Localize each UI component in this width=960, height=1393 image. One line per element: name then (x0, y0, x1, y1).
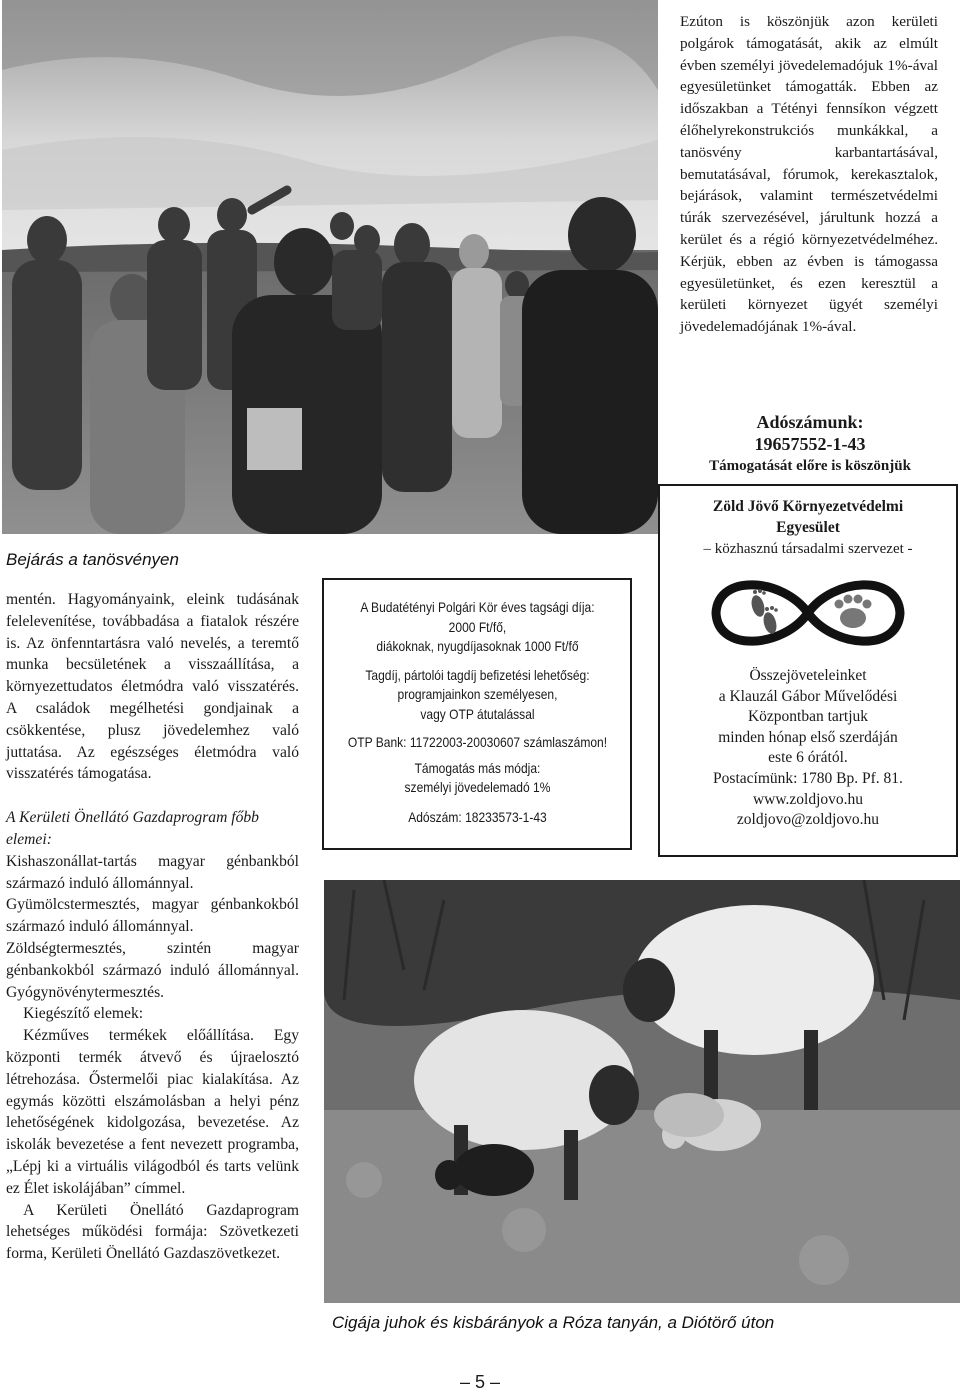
email-link[interactable]: zoldjovo@zoldjovo.hu (736, 811, 880, 829)
walk-photo-illustration (2, 0, 658, 534)
walk-photo-caption: Bejárás a tanösvényen (6, 550, 179, 569)
extra-elements-heading: Kiegészítő elemek: (23, 1005, 144, 1023)
tax-number: 19657552-1-43 (754, 434, 866, 454)
postal-address: Postacímünk: 1780 Bp. Pf. 81. (713, 769, 903, 787)
sheep-photo (324, 880, 960, 1303)
extra-elements-paragraph: Kézműves termékek előállítása. Egy központi termék átvevő és újraelosztó létrehozása. Őstermelői piac kialakítása. Az egymás közötti elszámolásban a helyi pénz lehetőségének kidolgozása, bevezetése. Az iskolák bevezetése a fent nevezett programba, „Lépj ki a virtuális világodból és tarts velünk ez Élet iskolájában” címmel. (6, 1027, 299, 1197)
bank-account: OTP Bank: 11722003-20030607 számlaszámon! (347, 734, 607, 750)
program-heading: A Kerületi Önellátó Gazdaprogram főbb elemei: (6, 809, 259, 848)
meeting-info-3: Központban tartjuk (747, 708, 869, 726)
meeting-info-5: este 6 órától. (768, 749, 848, 767)
footprints-icon (749, 589, 778, 635)
intro-paragraph: mentén. Hagyományaink, eleink tudásának felelevenítése, továbbadása a fiatalok részére is. Az önfenntartásra való nevelés, a teremtő munka becsületének a visszaállítása, a környezettudatos életmódra való visszatérés. A családok megélhetési gondjainak a csökkentése, plusz jövedelemhez való juttatása. Az egészséges életmódra való visszatérés támogatása. (6, 591, 299, 783)
operation-form-paragraph: A Kerületi Önellátó Gazdaprogram lehetséges működési formája: Szövetkezeti forma, Kerületi Önellátó Gazdaszövetkezet. (6, 1201, 299, 1263)
website-link[interactable]: www.zoldjovo.hu (752, 790, 864, 808)
other-support-tax: személyi jövedelemadó 1% (404, 779, 550, 795)
org-type: – közhasznú társadalmi szervezet - (703, 541, 913, 557)
sheep-photo-caption: Cigája juhok és kisbárányok a Róza tanyán, a Diótörő úton (332, 1313, 775, 1332)
thanks-in-advance: Támogatását előre is köszönjük (709, 458, 911, 474)
tax-number-middle: Adószám: 18233573-1-43 (407, 808, 547, 825)
left-column (6, 589, 299, 1265)
program-item-livestock: Kishaszonállat-tartás magyar génbankból származó induló állománnyal. (6, 852, 299, 892)
payment-option-transfer: vagy OTP átutalással (419, 705, 535, 722)
program-item-fruit: Gyümölcstermesztés, magyar génbankokból származó induló állománnyal. (6, 896, 299, 936)
walk-photo (2, 0, 658, 534)
membership-fee-title: A Budatétényi Polgári Kör éves tagsági díja: (359, 599, 595, 615)
payment-options-title: Tagdíj, pártolói tagdíj befizetési lehetőség: (364, 666, 590, 683)
thanks-paragraph: Ezúton is köszönjük azon kerületi polgárok támogatását, akik az elmúlt évben személyi jövedelemadójuk 1%-ával egyesületünket támogatták. Ebben az időszakban a Tétényi fennsíkon végzett élőhelyrekonstrukciós munkákkal, a tanösvény karbantartásával, bemutatásával, fórumok, kerekasztalok, bejárások, valamint természetvédelmi túrák szervezésével, járultunk hozzá a kerület és a régió környezetvédelméhez. Kérjük, ebben az évben is támogassa egyesületünket, és ezen keresztül a kerületi környezet ügyét személyi jövedelemadójának 1%-ával. (680, 13, 938, 336)
infinity-logo-icon (698, 568, 918, 658)
program-item-vegetable: Zöldségtermesztés, szintén magyar génbankokból származó induló állománnyal. Gyógynövénytermesztés. (6, 939, 299, 1001)
tax-label: Adószámunk: (756, 412, 864, 432)
right-column-text (680, 11, 938, 338)
sheep-photo-illustration (324, 880, 960, 1303)
meeting-info-2: a Klauzál Gábor Művelődési (718, 687, 898, 705)
other-support-title: Támogatás más módja: (414, 759, 540, 776)
paw-print-icon (835, 595, 872, 629)
org-name-line1: Zöld Jövő Környezetvédelmi (712, 498, 904, 515)
meeting-info-1: Összejöveteleinket (749, 667, 867, 684)
meeting-info-4: minden hónap első szerdáján (718, 728, 898, 746)
payment-option-in-person: programjainkon személyesen, (397, 686, 557, 702)
membership-fee-reduced: diákoknak, nyugdíjasoknak 1000 Ft/fő (375, 638, 579, 654)
tax-block (660, 412, 960, 477)
membership-fee-box (322, 578, 632, 850)
page-number: – 5 – (459, 1372, 501, 1392)
membership-fee-adult: 2000 Ft/fő, (448, 618, 506, 635)
organization-box (658, 484, 958, 857)
org-name-line2: Egyesület (776, 519, 840, 536)
